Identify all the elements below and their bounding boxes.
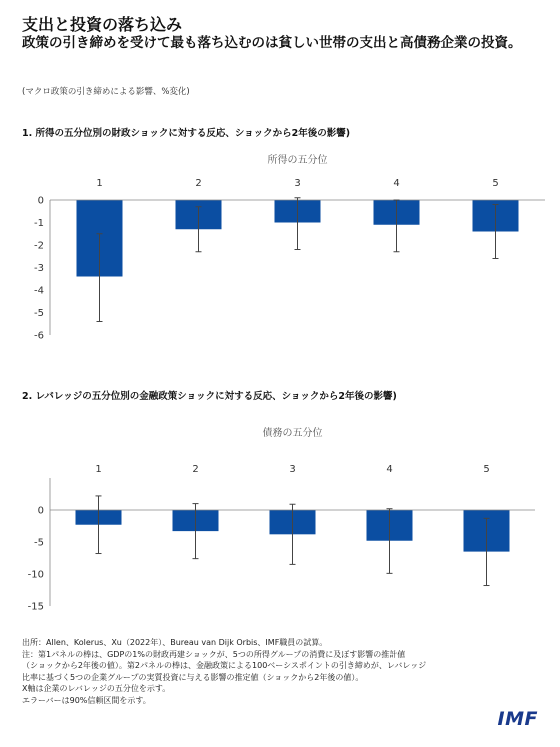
panel-2-title: 2. レバレッジの五分位別の金融政策ショックに対する反応、ショックから2年後の影響) <box>22 391 397 402</box>
imf-logo: IMF <box>497 708 538 730</box>
category-label: 5 <box>492 178 499 189</box>
y-tick-label: -4 <box>34 285 44 297</box>
note-line: 注：第1パネルの棒は、GDPの1%の財政再建ショックが、5つの所得グループの消費に及ぼす影響の推計値 <box>22 649 406 659</box>
page-subtitle: 政策の引き締めを受けて最も落ち込むのは貧しい世帯の支出と高債務企業の投資。 <box>22 35 522 51</box>
category-label: 1 <box>95 464 102 475</box>
y-tick-label: -5 <box>34 308 44 319</box>
unit-note: (マクロ政策の引き締めによる影響、%変化) <box>22 87 190 97</box>
category-label: 3 <box>289 464 296 475</box>
note-line: 比率に基づく5つの企業グループの実質投資に与える影響の推定値（ショックから2年後の値）。 <box>22 672 364 682</box>
category-label: 4 <box>393 178 400 189</box>
panel-1-title: 1. 所得の五分位別の財政ショックに対する反応、ショックから2年後の影響) <box>22 128 351 139</box>
x-axis-title: 所得の五分位 <box>267 155 328 166</box>
panel-2-chart <box>0 410 560 620</box>
y-tick-label: -10 <box>27 569 44 581</box>
category-label: 2 <box>195 178 202 189</box>
note-line: 出所：Allen、Kolerus、Xu（2022年）、Bureau van Dijk Orbis、IMF職員の試算。 <box>22 638 328 647</box>
y-tick-label: -6 <box>34 330 44 342</box>
category-label: 1 <box>96 178 103 189</box>
y-tick-label: 0 <box>37 505 44 517</box>
notes <box>22 637 542 706</box>
y-tick-label: -2 <box>34 240 44 252</box>
y-tick-label: -15 <box>27 601 44 613</box>
y-tick-label: -3 <box>34 263 44 274</box>
note-line: エラーバーは90%信頼区間を示す。 <box>22 695 151 705</box>
note-line: （ショックから2年後の値）。第2パネルの棒は、金融政策による100ベーシスポイントの引き締めが、レバレッジ <box>22 661 427 670</box>
y-tick-label: 0 <box>37 195 44 207</box>
y-tick-label: -5 <box>34 537 44 549</box>
note-line: X軸は企業のレバレッジの五分位を示す。 <box>22 684 171 693</box>
category-label: 3 <box>294 178 301 189</box>
panel-1-chart <box>0 145 560 350</box>
page-title: 支出と投資の落ち込み <box>22 15 183 34</box>
category-label: 2 <box>192 464 199 475</box>
x-axis-title: 債務の五分位 <box>262 428 323 439</box>
y-tick-label: -1 <box>34 218 44 229</box>
category-label: 5 <box>483 464 490 475</box>
category-label: 4 <box>386 464 393 475</box>
